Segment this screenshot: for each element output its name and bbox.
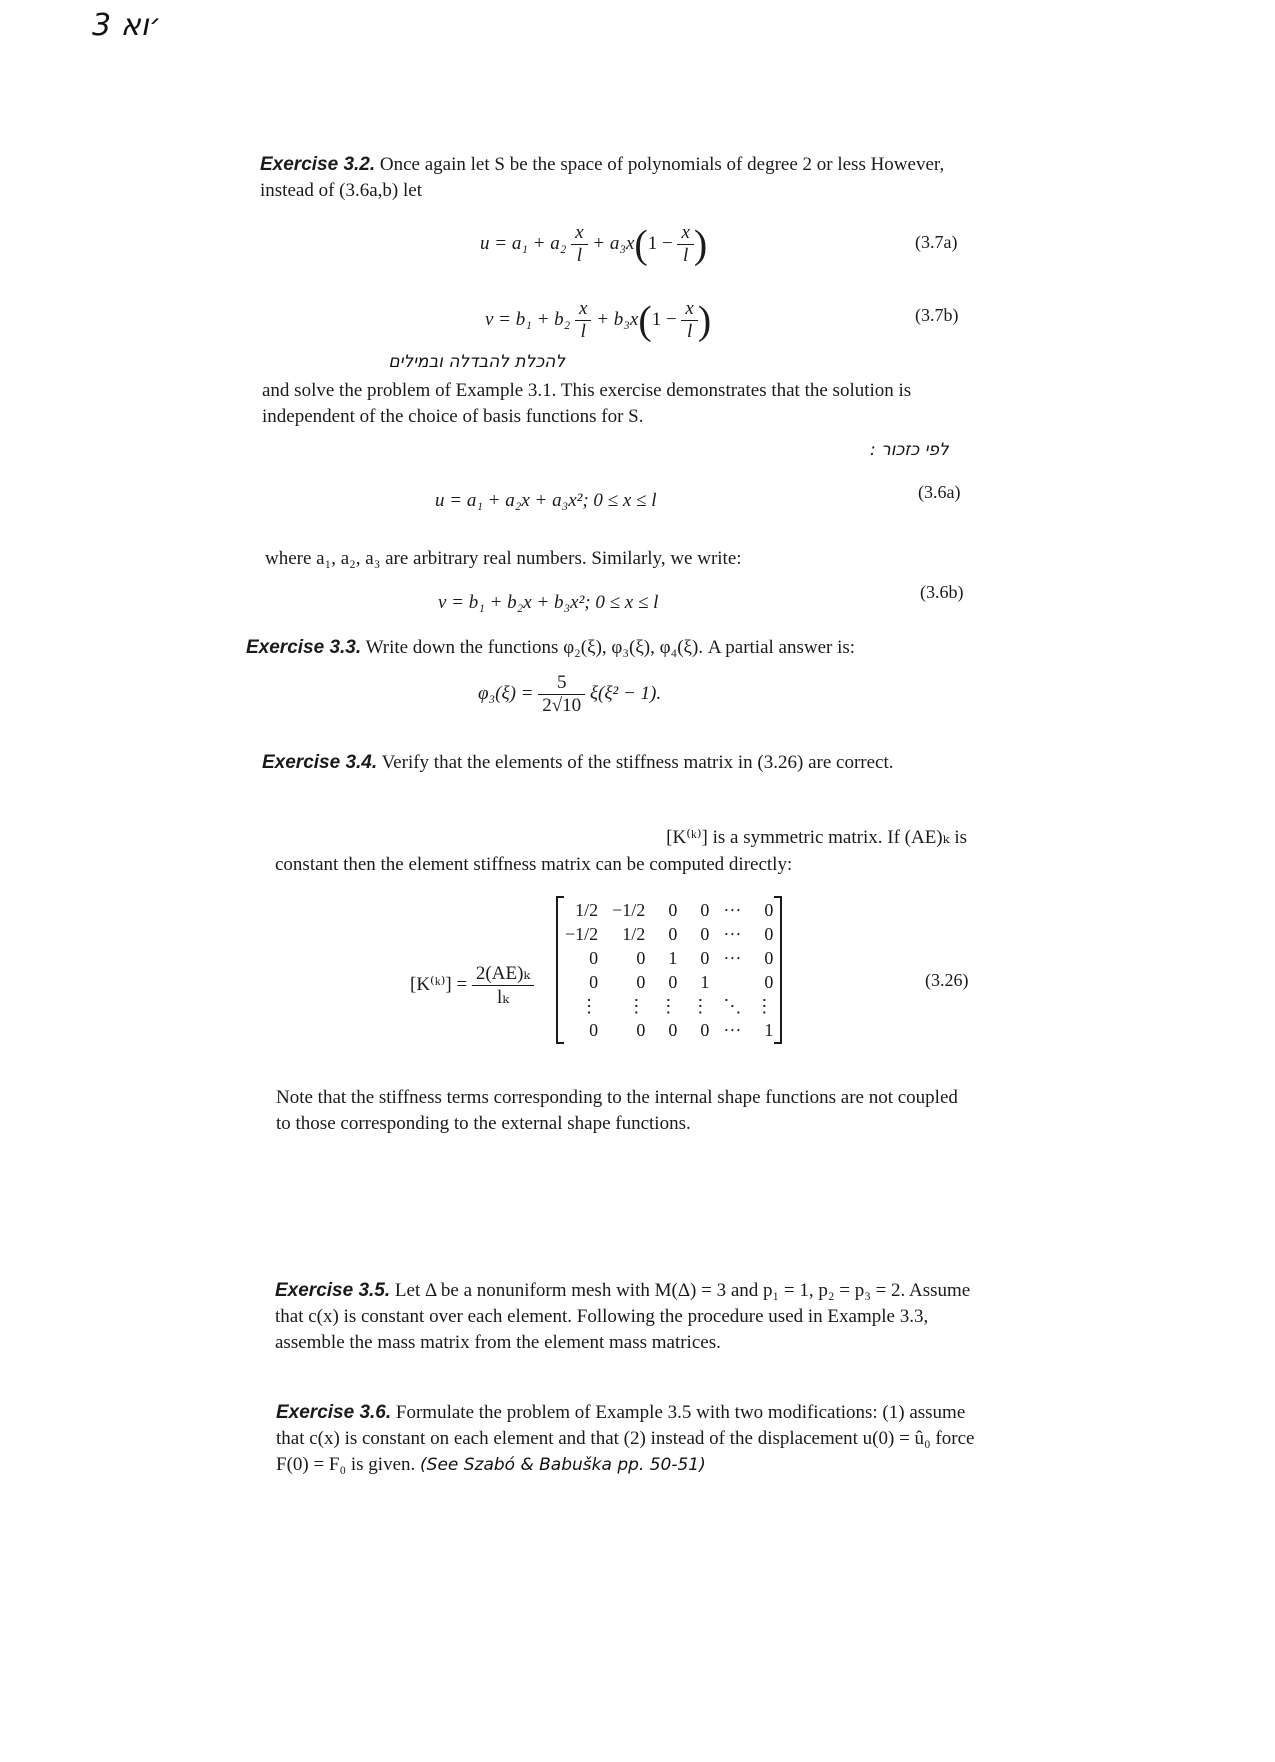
equation-number-3-6b: (3.6b) (920, 582, 964, 602)
handwritten-note-right: לפי כזכור : (870, 440, 949, 460)
matrix-cell: 0 (700, 1019, 710, 1040)
fraction: $\frac{5}{2√10}$ (538, 672, 585, 717)
symmetric-matrix-text-2: constant then the element stiffness matrix can be computed directly: (275, 854, 793, 875)
exercise-3-6 (276, 1400, 976, 1478)
matrix-cell: 1 (700, 971, 710, 992)
matrix-cell: 0 (668, 971, 678, 992)
matrix-cell: 1 (764, 1019, 774, 1040)
matrix-cell: −1/2 (612, 899, 646, 920)
matrix-cell: 0 (700, 899, 710, 920)
equation-number-3-26: (3.26) (925, 970, 969, 990)
matrix-cell: ⋱ (723, 995, 742, 1016)
eq-lhs: u = a₁ + a₂ (480, 232, 567, 254)
matrix-row (558, 898, 780, 922)
equation-3-6a: u = a₁ + a₂x + a₃x²; 0 ≤ x ≤ l (435, 490, 657, 511)
matrix-cell: −1/2 (565, 923, 599, 944)
matrix-cell: 0 (668, 1019, 678, 1040)
note-paragraph: Note that the stiffness terms corresponding to the internal shape functions are not coupled to those corresponding to the external shape functions. (276, 1087, 958, 1134)
matrix-cell (716, 970, 748, 994)
equation-phi3: φ₃(ξ) = $\frac{5}{2√10}$ ξ(ξ² − 1). (478, 672, 662, 716)
matrix-cell: ··· (723, 947, 742, 968)
matrix-row (558, 1018, 780, 1042)
matrix-cell: 0 (636, 971, 646, 992)
matrix-cell: 0 (764, 899, 774, 920)
one-minus: 1 − (651, 308, 677, 330)
exercise-text: Formulate the problem of Example 3.5 with two modifications: (1) assume that c(x) is constant on each element and that (2) instead of the displacement u(0) = û₀ force F(0) = F₀ is given. (276, 1402, 975, 1475)
matrix-cell: ⋮ (580, 995, 599, 1016)
matrix-cell: ··· (723, 899, 742, 920)
eq-lhs: v = b₁ + b₂ (485, 308, 571, 330)
matrix-cell: ⋮ (659, 995, 678, 1016)
matrix-cell: 0 (700, 923, 710, 944)
matrix-cell: 0 (668, 923, 678, 944)
matrix-row (558, 970, 780, 994)
exercise-3-4 (262, 750, 962, 776)
matrix-cell: 1/2 (575, 899, 599, 920)
equation-3-7b: v = b₁ + b₂ $\frac{x}{l}$ + b₃x(1 − $\frac{x}{l}$ ) (485, 297, 712, 343)
matrix-cell: 0 (589, 1019, 599, 1040)
exercise-text: Once again let S be the space of polynomials of degree 2 or less However, instead of (3.6a,b) let (260, 154, 945, 201)
eq-mid: + a₃x (592, 232, 635, 254)
exercise-label: Exercise 3.6. (276, 1402, 392, 1423)
exercise-text: Verify that the elements of the stiffness matrix in (3.26) are correct. (377, 752, 894, 773)
matrix-cell: 0 (636, 947, 646, 968)
exercise-label: Exercise 3.3. (246, 637, 362, 658)
matrix-cell: ⋮ (691, 995, 710, 1016)
matrix-cell: 0 (589, 947, 599, 968)
exercise-label: Exercise 3.2. (260, 154, 376, 175)
matrix-cell: ⋮ (755, 995, 774, 1016)
where-line: where a₁, a₂, a₃ are arbitrary real numbers. Similarly, we write: (265, 548, 742, 569)
fraction: $\frac{\text{2(AE)ₖ}}{\text{lₖ}}$ (472, 962, 534, 1009)
equation-number-3-6a: (3.6a) (918, 482, 961, 502)
eq-mid: + b₃x (596, 308, 639, 330)
matrix-cell: ⋮ (627, 995, 646, 1016)
equation-3-6b: v = b₁ + b₂x + b₃x²; 0 ≤ x ≤ l (438, 592, 659, 613)
exercise-label: Exercise 3.5. (275, 1280, 391, 1301)
exercise-3-5 (275, 1278, 975, 1356)
equation-3-7a: u = a₁ + a₂ $\frac{x}{l}$ + a₃x(1 − $\frac{x}{l}$ ) (480, 221, 708, 267)
exercise-text: Write down the functions φ₂(ξ), φ₃(ξ), φ₄(ξ). A partial answer is: (361, 637, 856, 658)
fraction: $\frac{x}{l}$ (677, 222, 693, 267)
matrix-cell: ··· (723, 1019, 742, 1040)
exercise-3-2-intro (260, 152, 960, 204)
matrix-row (558, 946, 780, 970)
matrix-cell: 0 (589, 971, 599, 992)
equation-number-3-7b: (3.7b) (915, 305, 959, 325)
exercise-label: Exercise 3.4. (262, 752, 378, 773)
equation-3-26-lhs: [K⁽ᵏ⁾] = $\frac{\text{2(AE)ₖ}}{\text{lₖ}}$ (410, 962, 534, 1009)
matrix-row (558, 922, 780, 946)
matrix-cell: 0 (636, 1019, 646, 1040)
equation-number-3-7a: (3.7a) (915, 232, 958, 252)
matrix-cell: 0 (668, 899, 678, 920)
one-minus: 1 − (647, 232, 673, 254)
matrix-cell: 1/2 (622, 923, 646, 944)
matrix-cell: 0 (764, 947, 774, 968)
matrix-cell: 1 (668, 947, 678, 968)
handwritten-hebrew-note: להכלת להבדלה ובמילים (388, 352, 565, 372)
stiffness-matrix (556, 898, 782, 1042)
exercise-3-3 (246, 635, 966, 661)
symmetric-matrix-text: [K⁽ᵏ⁾] is a symmetric matrix. If (AE)ₖ is (666, 827, 967, 848)
matrix-cell: 0 (764, 971, 774, 992)
handwritten-reference-note: (See Szabó & Babuška pp. 50-51) (420, 1455, 706, 1475)
exercise-3-2-continued: and solve the problem of Example 3.1. This exercise demonstrates that the solution is independent of the choice of basis functions for S. (262, 380, 912, 427)
exercise-text: Let Δ be a nonuniform mesh with M(Δ) = 3 and p₁ = 1, p₂ = p₃ = 2. Assume that c(x) is constant over each element. Following the procedure used in Example 3.3, assemble the mass matrix from the element mass matrices. (275, 1280, 971, 1353)
matrix-cell: 0 (700, 947, 710, 968)
fraction: $\frac{x}{l}$ (681, 298, 697, 343)
fraction: $\frac{x}{l}$ (575, 298, 591, 343)
handwritten-page-number: 3 ׳וא (92, 8, 162, 43)
matrix-row (558, 994, 780, 1018)
matrix-cell: 0 (764, 923, 774, 944)
fraction: $\frac{x}{l}$ (571, 222, 587, 267)
matrix-cell: ··· (723, 923, 742, 944)
